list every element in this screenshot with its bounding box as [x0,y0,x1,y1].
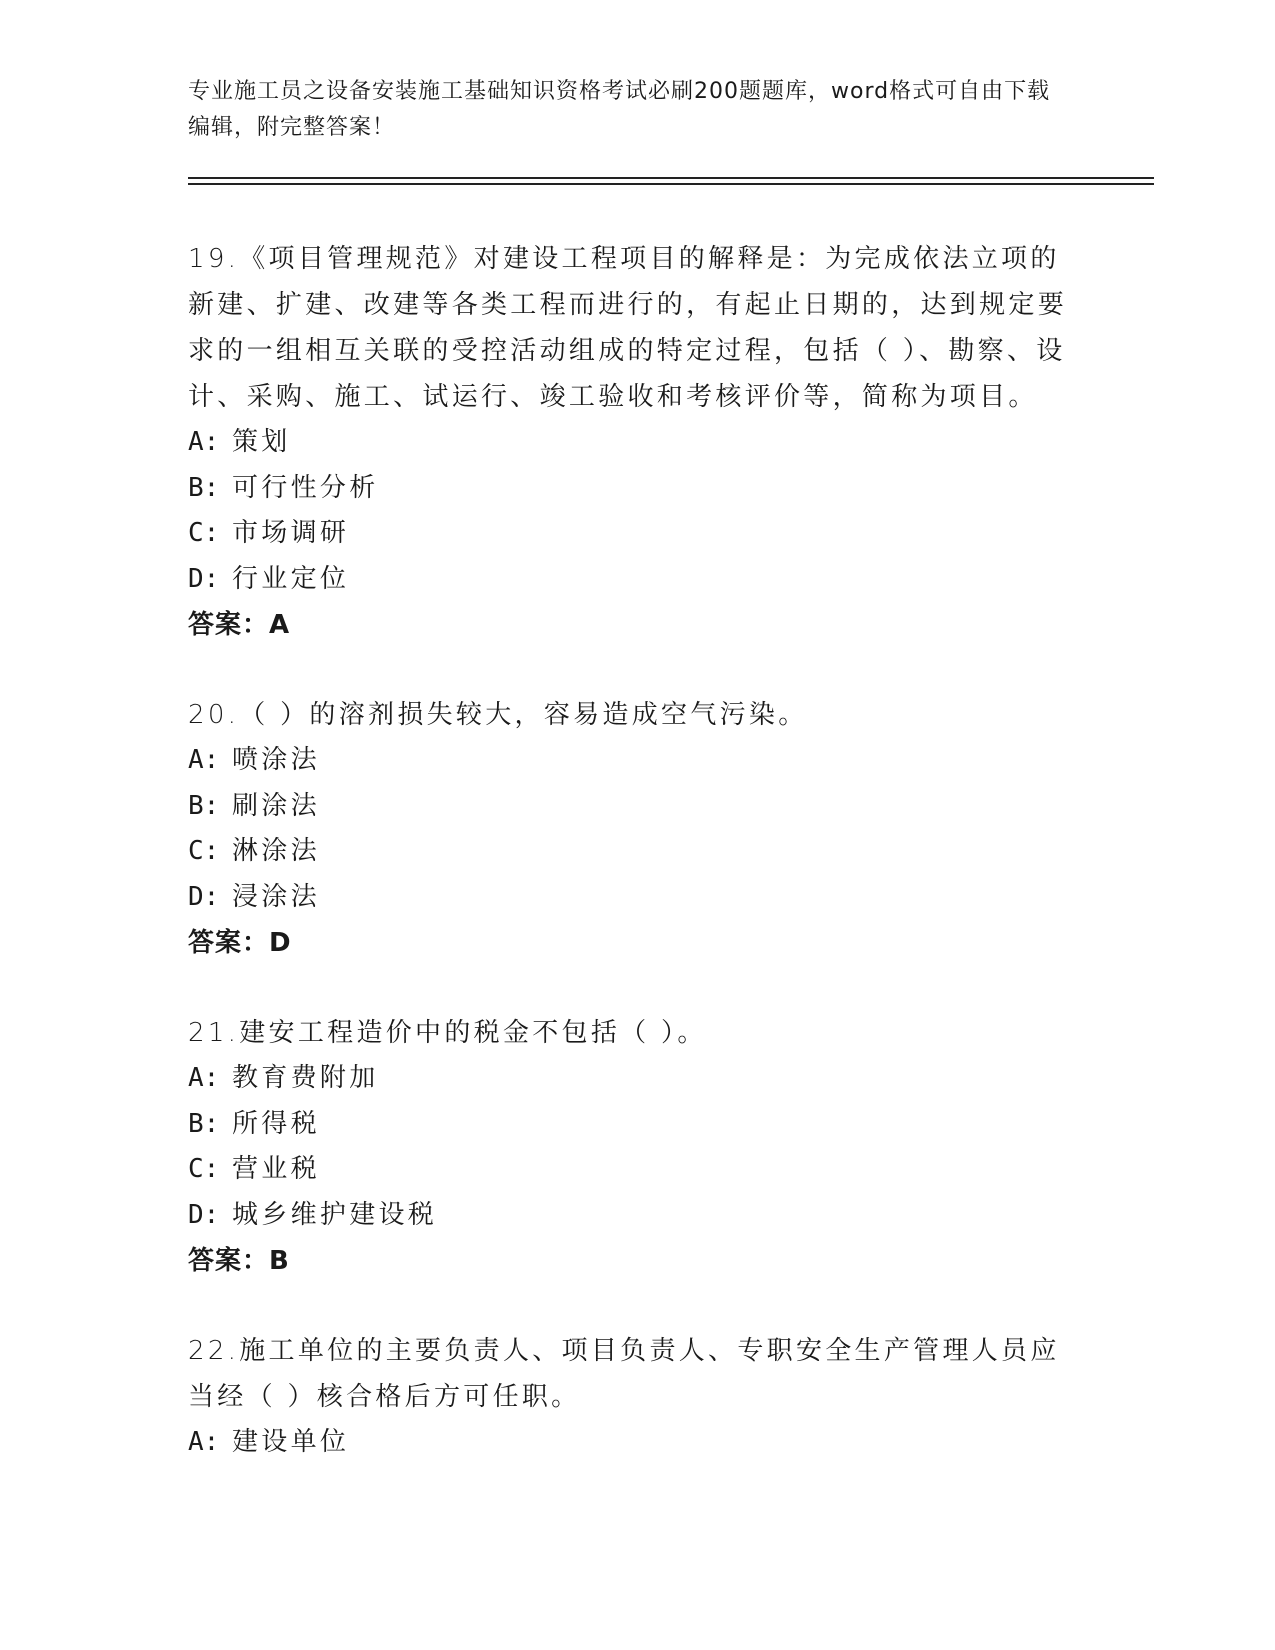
option-b [188,784,1088,830]
option-key: A: [188,1063,220,1093]
option-text: 淋涂法 [232,836,320,866]
option-text: 策划 [232,427,291,457]
option-key: C: [188,836,220,866]
answer: 答案：A [188,610,291,640]
question-21 [188,1010,1088,1284]
document-header [188,74,1068,146]
option-text: 教育费附加 [232,1063,379,1093]
option-c [188,511,1088,557]
option-d [188,875,1088,921]
question-text: 19.《项目管理规范》对建设工程项目的解释是：为完成依法立项的新建、扩建、改建等各类工程而进行的，有起止日期的，达到规定要求的一组相互关联的受控活动组成的特定过程，包括（ ）、勘察、设计、采购、施工、试运行、竣工验收和考核评价等，简称为项目。 [188,244,1068,412]
option-text: 行业定位 [232,563,350,594]
option-key: C: [188,1154,220,1184]
option-text: 所得税 [232,1108,320,1139]
header-title: 专业施工员之设备安装施工基础知识资格考试必刷200题题库，word格式可自由下载编辑，附完整答案！ [188,79,1051,140]
question-22 [188,1328,1088,1466]
option-key: C: [188,518,220,548]
option-key: D: [188,881,220,912]
option-d [188,1193,1088,1239]
option-text: 可行性分析 [232,472,379,503]
option-b [188,1102,1088,1148]
question-19 [188,236,1088,648]
option-c [188,1147,1088,1193]
question-text: 21.建安工程造价中的税金不包括（ ）。 [188,1018,707,1048]
option-c [188,829,1088,875]
option-text: 喷涂法 [232,745,320,775]
option-key: D: [188,563,220,594]
option-a [188,1056,1088,1102]
option-key: A: [188,745,220,775]
option-text: 城乡维护建设税 [232,1199,438,1230]
option-key: B: [188,1108,220,1139]
question-text: 20.（ ）的溶剂损失较大，容易造成空气污染。 [188,700,808,730]
question-list [188,236,1088,1510]
option-key: B: [188,472,220,503]
option-d [188,557,1088,603]
option-key: A: [188,1427,220,1457]
option-key: B: [188,790,220,821]
question-20 [188,692,1088,966]
header-divider-top [188,177,1154,179]
option-key: D: [188,1199,220,1230]
option-key: A: [188,427,220,457]
answer: 答案：D [188,928,292,958]
option-text: 市场调研 [232,518,350,548]
option-b [188,466,1088,512]
option-text: 营业税 [232,1154,320,1184]
answer: 答案：B [188,1246,290,1276]
option-text: 刷涂法 [232,790,320,821]
question-text: 22.施工单位的主要负责人、项目负责人、专职安全生产管理人员应当经（ ）核合格后方可任职。 [188,1336,1060,1412]
option-text: 浸涂法 [232,881,320,912]
option-a [188,420,1088,466]
header-divider-bottom [188,183,1154,185]
option-a [188,738,1088,784]
option-a [188,1420,1088,1466]
option-text: 建设单位 [232,1427,350,1457]
